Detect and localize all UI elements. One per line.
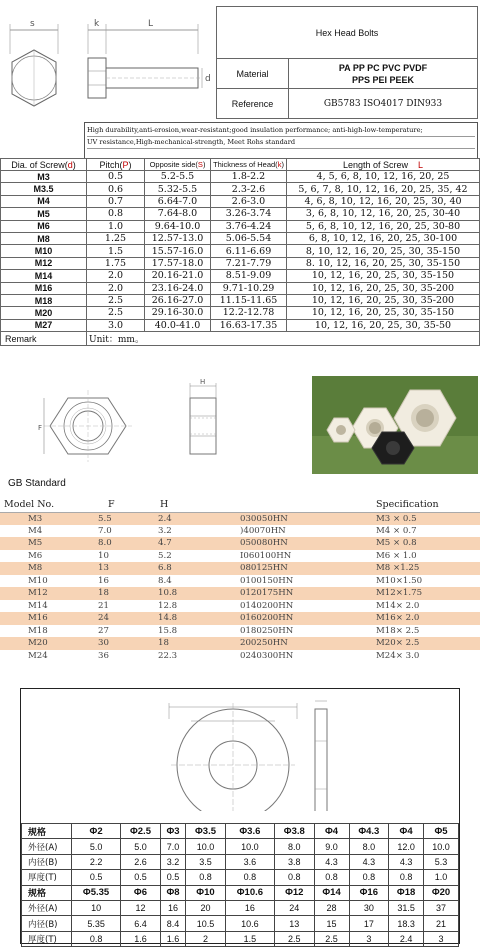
washer-cell: 5.0 <box>121 839 161 854</box>
bolt-cell-side: 29.16-30.0 <box>145 307 211 319</box>
dim-label-s: s <box>30 19 35 29</box>
washer-row-label: 外径(A) <box>22 900 72 915</box>
washer-row-thick <box>22 870 459 885</box>
nut-cell-code: )40070HN <box>240 525 286 536</box>
bolt-cell-length: 10, 12, 16, 20, 25, 30, 35-200 <box>287 294 480 306</box>
washer-cell: 10.0 <box>186 839 226 854</box>
bolt-cell-head: 6.11-6.69 <box>211 245 287 257</box>
washer-cell: 0.8 <box>274 870 314 885</box>
dim-label-k: k <box>94 19 100 29</box>
washer-cell: 5.3 <box>424 854 459 869</box>
washer-cell: 12 <box>121 900 161 915</box>
nut-cell-h: 18 <box>156 637 238 650</box>
nut-cell-spec: M24× 3.0 <box>376 650 420 661</box>
washer-cell: Φ5 <box>424 824 459 839</box>
nut-cell-f: 13 <box>68 562 156 575</box>
nut-cell-model: M24 <box>28 650 48 661</box>
material-label: Material <box>217 59 289 89</box>
washer-cell: 5.0 <box>72 839 121 854</box>
bolt-cell-side: 20.16-21.0 <box>145 270 211 282</box>
nut-cell-h: 14.8 <box>156 612 238 625</box>
washer-cell: Φ16 <box>349 885 389 900</box>
bolt-table-row <box>1 220 480 232</box>
nut-cell-spec: M6 × 1.0 <box>376 550 417 561</box>
nut-cell-code: 0180250HN <box>240 625 294 636</box>
washer-cell: 3 <box>349 931 389 946</box>
nut-cell-spec: M18× 2.5 <box>376 625 420 636</box>
gb-standard-label: GB Standard <box>8 478 66 489</box>
washer-cell: 28 <box>314 900 349 915</box>
bolt-cell-dia: M4 <box>1 195 87 207</box>
washer-row-outer <box>22 900 459 915</box>
nut-cell-spec: M4 × 0.7 <box>376 525 417 536</box>
nut-cell-f: 27 <box>98 625 109 636</box>
nut-cell-h: 15.8 <box>158 625 178 636</box>
washer-cell: 0.8 <box>389 870 424 885</box>
washer-cell: 0.5 <box>160 870 185 885</box>
bolt-cell-dia: M8 <box>1 232 87 244</box>
washer-row-label: 厚度(T) <box>22 870 72 885</box>
bolt-cell-side: 5.2-5.5 <box>145 171 211 183</box>
washer-cell: 2.6 <box>121 854 161 869</box>
nut-cell-f: 30 <box>68 637 156 650</box>
washer-cell: 6.4 <box>121 916 161 931</box>
bolt-cell-head: 3.76-4.24 <box>211 220 287 232</box>
washer-cell: 20 <box>186 900 226 915</box>
dim-label-F: F <box>38 424 43 432</box>
nut-cell-spec: M16× 2.0 <box>368 612 480 625</box>
washer-cell: 4.3 <box>349 854 389 869</box>
nut-table-row <box>0 625 480 638</box>
washer-cell: 3 <box>424 931 459 946</box>
nut-cell-spec: M3 × 0.5 <box>368 512 480 525</box>
washer-cell: Φ18 <box>389 885 424 900</box>
bolt-cell-length: 5, 6, 8, 10, 12, 16, 20, 25, 30-80 <box>287 220 480 232</box>
bolt-cell-head: 12.2-12.78 <box>211 307 287 319</box>
nut-cell-f: 36 <box>98 650 109 661</box>
bolt-cell-side: 7.64-8.0 <box>145 208 211 220</box>
bolt-cell-dia: M16 <box>1 282 87 294</box>
nut-cell-h: 3.2 <box>158 525 172 536</box>
washer-cell: 2.5 <box>274 931 314 946</box>
washer-cell: 13 <box>274 916 314 931</box>
bolt-cell-length: 8, 10, 12, 16, 20, 25, 30, 35-150 <box>287 245 480 257</box>
remark-row <box>1 332 480 346</box>
col-pitch: Pitch(P) <box>87 159 145 171</box>
washer-cell: 8.0 <box>349 839 389 854</box>
washer-spec-table <box>21 823 459 947</box>
nut-table-row <box>0 525 480 538</box>
dim-label-L: L <box>148 19 154 29</box>
nut-cell-f: 7.0 <box>98 525 112 536</box>
remark-label: Remark <box>1 332 87 346</box>
washer-cell: 4.3 <box>314 854 349 869</box>
bolt-table-row <box>1 183 480 195</box>
bolt-cell-length: 4, 6, 8, 10, 12, 16, 20, 25, 30, 40 <box>287 195 480 207</box>
bolt-table-row <box>1 257 480 269</box>
nut-table-row <box>0 612 480 625</box>
nut-cell-h: 4.7 <box>156 537 238 550</box>
bolt-cell-length: 8. 10, 12, 16, 20, 25, 30, 35-150 <box>287 257 480 269</box>
bolt-description <box>84 122 478 158</box>
bolt-cell-side: 15.57-16.0 <box>145 245 211 257</box>
nut-cell-code: 0120175HN <box>238 587 368 600</box>
bolt-cell-pitch: 1.25 <box>87 232 145 244</box>
bolt-cell-head: 8.51-9.09 <box>211 270 287 282</box>
washer-cell: 2.2 <box>72 854 121 869</box>
nut-cell-f: 5.5 <box>68 512 156 525</box>
washer-cell: 10.0 <box>424 839 459 854</box>
bolt-cell-head: 9.71-10.29 <box>211 282 287 294</box>
washer-cell: Φ4.3 <box>349 824 389 839</box>
bolt-table-row <box>1 270 480 282</box>
bolt-cell-pitch: 0.6 <box>87 183 145 195</box>
bolt-cell-dia: M5 <box>1 208 87 220</box>
nut-cell-model: M3 <box>0 512 68 525</box>
bolt-cell-pitch: 1.5 <box>87 245 145 257</box>
bolt-cell-pitch: 0.8 <box>87 208 145 220</box>
hex-bolt-spec-section <box>0 0 480 370</box>
washer-row-thick <box>22 931 459 946</box>
nut-cell-f: 21 <box>98 600 109 611</box>
nut-standard-section <box>0 376 480 676</box>
nut-cell-model: M16 <box>0 612 68 625</box>
bolt-cell-head: 16.63-17.35 <box>211 319 287 331</box>
bolt-cell-length: 6, 8, 10, 12, 16, 20, 25, 30-100 <box>287 232 480 244</box>
washer-cell: Φ3.5 <box>186 824 226 839</box>
nut-cell-code: 200250HN <box>238 637 368 650</box>
washer-cell: 37 <box>424 900 459 915</box>
col-side: Opposite side(S) <box>145 159 211 171</box>
bolt-cell-head: 2.3-2.6 <box>211 183 287 195</box>
col-dia: Dia. of Screw(d) <box>1 159 87 171</box>
washer-cell: 4.3 <box>389 854 424 869</box>
washer-row-spec <box>22 824 459 839</box>
bolt-technical-drawing <box>2 14 216 128</box>
washer-cell: Φ8 <box>160 885 185 900</box>
washer-cell: 10.5 <box>186 916 226 931</box>
washer-cell: Φ2.5 <box>121 824 161 839</box>
nut-table-row <box>0 550 480 563</box>
nut-cell-h: 6.8 <box>156 562 238 575</box>
bolt-sheet-title: Hex Head Bolts <box>217 7 478 59</box>
nut-table-row <box>0 575 480 588</box>
bolt-table-row <box>1 307 480 319</box>
washer-cell: 3.5 <box>186 854 226 869</box>
material-line-2: PPS PEI PEEK <box>351 74 415 85</box>
col-f: F <box>68 498 156 512</box>
washer-cell: 0.8 <box>314 870 349 885</box>
nut-cell-code: 0240300HN <box>240 650 294 661</box>
nut-cell-h: 10.8 <box>156 587 238 600</box>
bolt-cell-pitch: 1.75 <box>87 257 145 269</box>
washer-cell: Φ5.35 <box>72 885 121 900</box>
nut-cell-h: 8.4 <box>158 575 172 586</box>
washer-cell: 0.5 <box>121 870 161 885</box>
bolt-cell-dia: M3 <box>1 171 87 183</box>
bolt-cell-length: 4, 5, 6, 8, 10, 12, 16, 20, 25 <box>287 171 480 183</box>
bolt-cell-pitch: 2.5 <box>87 294 145 306</box>
bolt-cell-pitch: 2.5 <box>87 307 145 319</box>
col-h: H <box>156 498 238 512</box>
nut-cell-code: 030050HN <box>238 512 368 525</box>
nut-table-row <box>0 537 480 550</box>
bolt-table-row <box>1 171 480 183</box>
nut-product-photo <box>312 376 478 474</box>
nut-cell-spec: M8 ×1.25 <box>368 562 480 575</box>
washer-cell: 1.5 <box>225 931 274 946</box>
bolt-table-row <box>1 245 480 257</box>
bolt-table-row <box>1 208 480 220</box>
col-code <box>238 498 368 512</box>
washer-frame <box>20 688 460 944</box>
washer-cell: 1.0 <box>424 870 459 885</box>
bolt-cell-head: 2.6-3.0 <box>211 195 287 207</box>
nut-cell-spec: M10×1.50 <box>376 575 423 586</box>
bolt-cell-length: 10, 12, 16, 20, 25, 30, 35-200 <box>287 282 480 294</box>
bolt-cell-dia: M10 <box>1 245 87 257</box>
washer-cell: 0.8 <box>186 870 226 885</box>
nut-cell-f: 8.0 <box>68 537 156 550</box>
nut-cell-model: M4 <box>28 525 43 536</box>
remark-value: Unit：mm。 <box>87 332 480 346</box>
nut-cell-model: M6 <box>28 550 43 561</box>
washer-cell: 8.0 <box>274 839 314 854</box>
washer-cell: Φ20 <box>424 885 459 900</box>
reference-label: Reference <box>217 89 289 119</box>
nut-cell-model: M5 <box>0 537 68 550</box>
bolt-cell-pitch: 1.0 <box>87 220 145 232</box>
col-length: Length of Screw L <box>287 159 480 171</box>
bolt-cell-side: 23.16-24.0 <box>145 282 211 294</box>
washer-cell: 15 <box>314 916 349 931</box>
nut-cell-f: 16 <box>98 575 109 586</box>
washer-cell: 8.4 <box>160 916 185 931</box>
washer-cell: Φ3 <box>160 824 185 839</box>
bolt-cell-pitch: 3.0 <box>87 319 145 331</box>
col-model: Model No. <box>0 498 68 512</box>
washer-cell: 3.6 <box>225 854 274 869</box>
bolt-cell-length: 3, 6, 8, 10, 12, 16, 20, 25, 30-40 <box>287 208 480 220</box>
washer-cell: Φ14 <box>314 885 349 900</box>
bolt-cell-side: 12.57-13.0 <box>145 232 211 244</box>
washer-row-outer <box>22 839 459 854</box>
material-line-1: PA PP PC PVC PVDF <box>338 62 428 73</box>
bolt-cell-length: 10, 12, 16, 20, 25, 30, 35-150 <box>287 270 480 282</box>
bolt-cell-dia: M12 <box>1 257 87 269</box>
washer-cell: 7.0 <box>160 839 185 854</box>
bolt-table-row <box>1 282 480 294</box>
nut-cell-h: 5.2 <box>158 550 172 561</box>
bolt-cell-head: 1.8-2.2 <box>211 171 287 183</box>
bolt-cell-side: 40.0-41.0 <box>145 319 211 331</box>
bolt-table-row <box>1 232 480 244</box>
bolt-cell-dia: M14 <box>1 270 87 282</box>
reference-value: GB5783 ISO4017 DIN933 <box>289 89 478 119</box>
nut-cell-f: 24 <box>68 612 156 625</box>
nut-cell-spec: M14× 2.0 <box>376 600 420 611</box>
bolt-table-row <box>1 319 480 331</box>
washer-row-label: 规格 <box>22 885 72 900</box>
bolt-cell-pitch: 2.0 <box>87 270 145 282</box>
washer-cell: 1.6 <box>160 931 185 946</box>
nut-table-row <box>0 587 480 600</box>
nut-cell-spec: M20× 2.5 <box>368 637 480 650</box>
bolt-cell-length: 10, 12, 16, 20, 25, 30, 35-50 <box>287 319 480 331</box>
washer-cell: 30 <box>349 900 389 915</box>
bolt-cell-pitch: 0.5 <box>87 171 145 183</box>
nut-cell-code: I060100HN <box>240 550 292 561</box>
col-spec: Specification <box>368 498 480 512</box>
washer-cell: Φ6 <box>121 885 161 900</box>
bolt-spec-table <box>0 158 480 346</box>
bolt-cell-pitch: 0.7 <box>87 195 145 207</box>
washer-cell: Φ3.6 <box>225 824 274 839</box>
washer-cell: 1.6 <box>121 931 161 946</box>
washer-cell: Φ10.6 <box>225 885 274 900</box>
washer-cell: Φ10 <box>186 885 226 900</box>
washer-cell: 0.8 <box>225 870 274 885</box>
washer-row-label: 内径(B) <box>22 854 72 869</box>
nut-technical-drawing <box>28 376 258 476</box>
washer-cell: 17 <box>349 916 389 931</box>
washer-cell: 0.8 <box>72 931 121 946</box>
nut-cell-model: M12 <box>0 587 68 600</box>
washer-cell: 10 <box>72 900 121 915</box>
description-line-1: High durability,anti-erosion,wear-resistant;good insulation performance; anti-high-low-temperature; <box>87 125 475 137</box>
washer-cell: 16 <box>160 900 185 915</box>
nut-cell-code: 0100150HN <box>240 575 294 586</box>
washer-cell: 18.3 <box>389 916 424 931</box>
bolt-cell-side: 9.64-10.0 <box>145 220 211 232</box>
washer-cell: 31.5 <box>389 900 424 915</box>
washer-cell: 12.0 <box>389 839 424 854</box>
bolt-cell-head: 7.21-7.79 <box>211 257 287 269</box>
nut-table-row <box>0 512 480 525</box>
col-head: Thickness of Head(k) <box>211 159 287 171</box>
bolt-header-table <box>216 6 478 119</box>
nut-cell-h: 22.3 <box>158 650 178 661</box>
washer-cell: 2.5 <box>314 931 349 946</box>
nut-table-row <box>0 600 480 613</box>
bolt-table-row <box>1 195 480 207</box>
nut-table-header <box>0 498 480 512</box>
nut-table-row <box>0 650 480 663</box>
bolt-cell-side: 5.32-5.5 <box>145 183 211 195</box>
bolt-cell-dia: M27 <box>1 319 87 331</box>
nut-cell-f: 10 <box>98 550 109 561</box>
washer-cell: 3.8 <box>274 854 314 869</box>
washer-cell: 21 <box>424 916 459 931</box>
washer-row-inner <box>22 854 459 869</box>
nut-cell-code: 080125HN <box>238 562 368 575</box>
bolt-cell-head: 3.26-3.74 <box>211 208 287 220</box>
washer-cell: 0.8 <box>349 870 389 885</box>
bolt-cell-length: 5, 6, 7, 8, 10, 12, 16, 20, 25, 35, 42 <box>287 183 480 195</box>
washer-cell: 3.2 <box>160 854 185 869</box>
washer-row-spec <box>22 885 459 900</box>
bolt-table-header <box>1 159 480 171</box>
dim-label-d: d <box>205 74 211 84</box>
nut-cell-model: M18 <box>28 625 48 636</box>
washer-row-inner <box>22 916 459 931</box>
dim-label-H: H <box>200 378 206 386</box>
washer-row-label: 内径(B) <box>22 916 72 931</box>
washer-cell: 9.0 <box>314 839 349 854</box>
bolt-table-row <box>1 294 480 306</box>
nut-cell-model: M10 <box>28 575 48 586</box>
bolt-cell-dia: M20 <box>1 307 87 319</box>
washer-technical-drawing <box>151 693 331 811</box>
washer-cell: Φ2 <box>72 824 121 839</box>
nut-cell-model: M8 <box>0 562 68 575</box>
nut-cell-code: 0160200HN <box>238 612 368 625</box>
bolt-cell-dia: M6 <box>1 220 87 232</box>
nut-spec-table <box>0 498 480 662</box>
nut-cell-model: M14 <box>28 600 48 611</box>
washer-spec-section <box>0 686 480 951</box>
nut-cell-code: 0140200HN <box>240 600 294 611</box>
nut-table-row <box>0 637 480 650</box>
bolt-cell-length: 10, 12, 16, 20, 25, 30, 35-150 <box>287 307 480 319</box>
nut-cell-h: 2.4 <box>156 512 238 525</box>
washer-cell: 10.6 <box>225 916 274 931</box>
washer-cell: 24 <box>274 900 314 915</box>
washer-cell: 16 <box>225 900 274 915</box>
nut-cell-h: 12.8 <box>158 600 178 611</box>
washer-cell: Φ3.8 <box>274 824 314 839</box>
bolt-cell-head: 11.15-11.65 <box>211 294 287 306</box>
material-value <box>289 59 478 89</box>
washer-cell: 10.0 <box>225 839 274 854</box>
bolt-cell-side: 26.16-27.0 <box>145 294 211 306</box>
washer-row-label: 规格 <box>22 824 72 839</box>
bolt-cell-side: 6.64-7.0 <box>145 195 211 207</box>
washer-cell: Φ12 <box>274 885 314 900</box>
bolt-cell-dia: M18 <box>1 294 87 306</box>
nut-table-row <box>0 562 480 575</box>
washer-cell: 5.35 <box>72 916 121 931</box>
bolt-cell-dia: M3.5 <box>1 183 87 195</box>
nut-cell-model: M20 <box>0 637 68 650</box>
washer-cell: 2 <box>186 931 226 946</box>
nut-cell-spec: M12×1.75 <box>368 587 480 600</box>
bolt-cell-side: 17.57-18.0 <box>145 257 211 269</box>
description-line-2: UV resistance,High-mechanical-strength, Meet Rohs standard <box>87 137 475 149</box>
nut-cell-code: 050080HN <box>238 537 368 550</box>
washer-row-label: 外径(A) <box>22 839 72 854</box>
bolt-cell-pitch: 2.0 <box>87 282 145 294</box>
washer-row-label: 厚度(T) <box>22 931 72 946</box>
washer-cell: Φ4 <box>389 824 424 839</box>
washer-cell: Φ4 <box>314 824 349 839</box>
washer-cell: 2.4 <box>389 931 424 946</box>
bolt-cell-head: 5.06-5.54 <box>211 232 287 244</box>
nut-cell-f: 18 <box>68 587 156 600</box>
nut-cell-spec: M5 × 0.8 <box>368 537 480 550</box>
washer-cell: 0.5 <box>72 870 121 885</box>
